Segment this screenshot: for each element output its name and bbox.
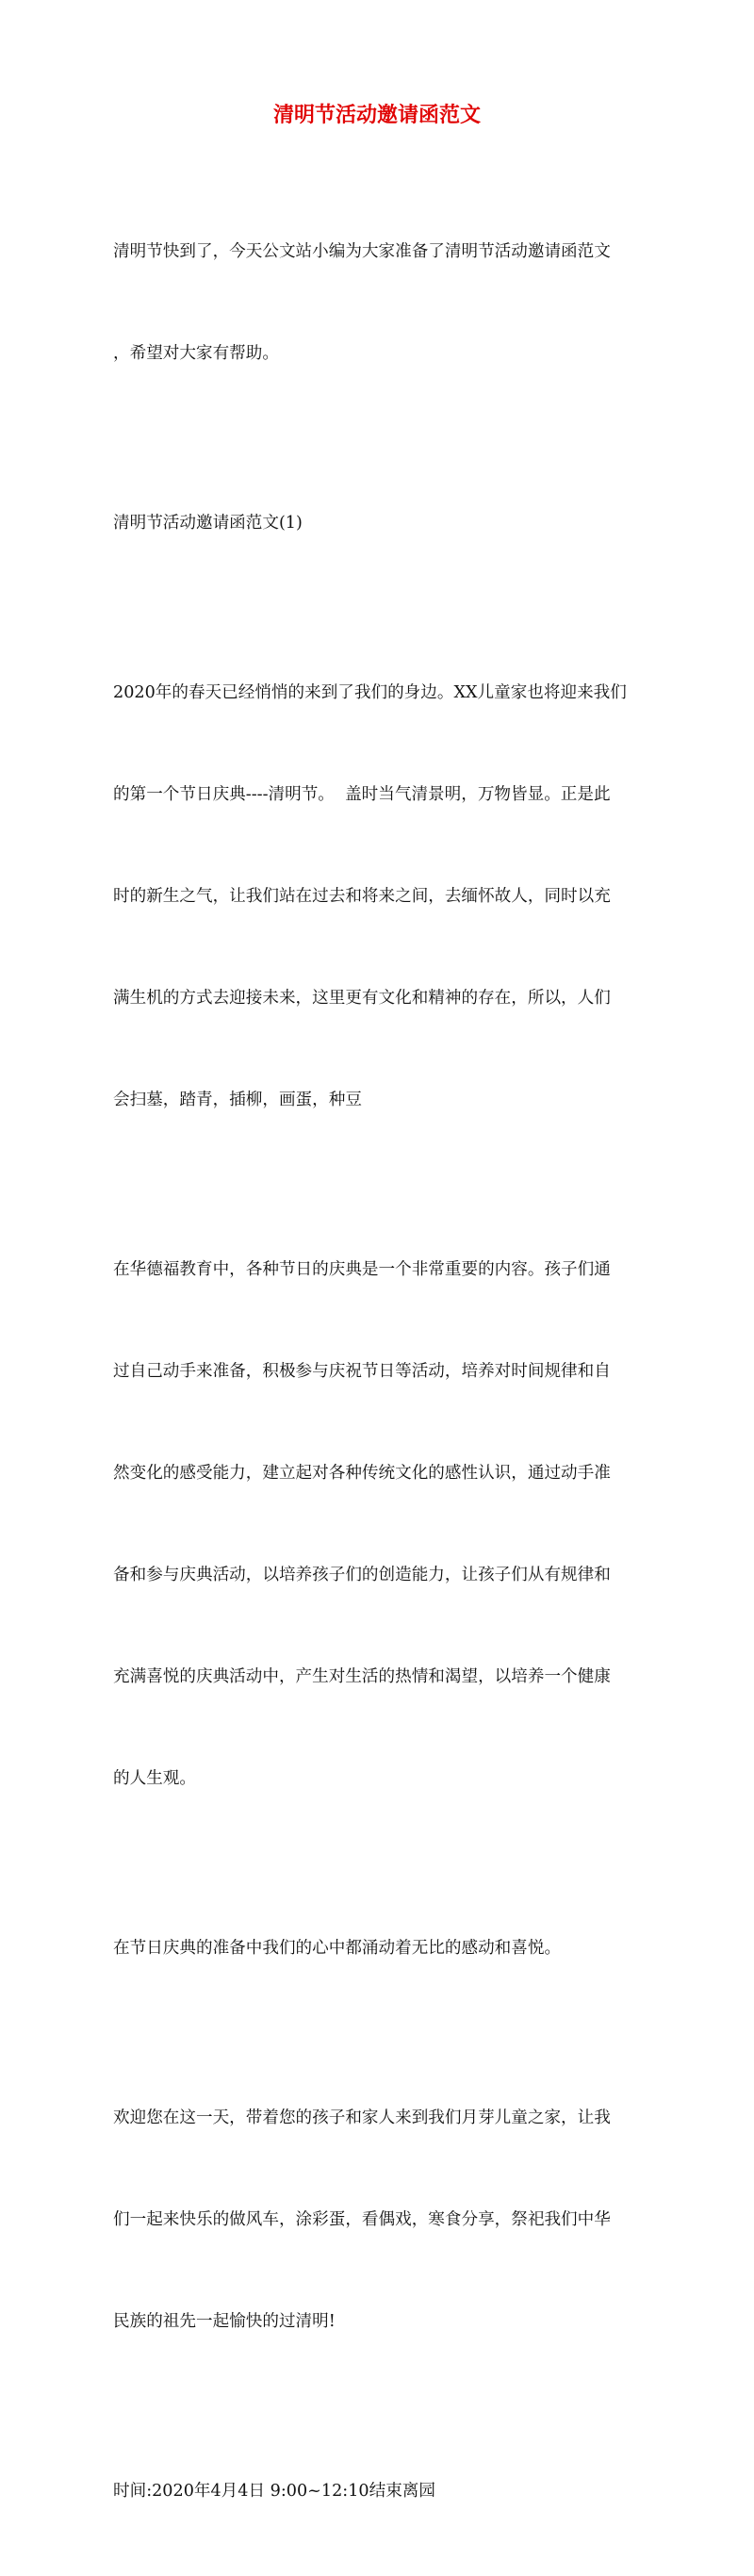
document-body bbox=[113, 167, 650, 2576]
paragraph-time bbox=[113, 2406, 650, 2576]
text-line: 然变化的感受能力，建立起对各种传统文化的感性认识，通过动手准 bbox=[113, 1464, 611, 1483]
text-line: 的人生观。 bbox=[113, 1769, 196, 1788]
paragraph-spring bbox=[113, 608, 650, 1185]
paragraph-welcome bbox=[113, 2033, 650, 2406]
paragraph-preparation bbox=[113, 1863, 650, 2033]
text-line: 们一起来快乐的做风车，涂彩蛋，看偶戏，寒食分享，祭祀我们中华 bbox=[113, 2210, 611, 2229]
text-line: 清明节快到了，今天公文站小编为大家准备了清明节活动邀请函范文 bbox=[113, 242, 611, 261]
text-line: 清明节活动邀请函范文(1) bbox=[113, 514, 303, 533]
paragraph-waldorf bbox=[113, 1185, 650, 1863]
text-line: 会扫墓，踏青，插柳，画蛋，种豆 bbox=[113, 1091, 362, 1109]
text-line: 时间:2020年4月4日 9:00~12:10结束离园 bbox=[113, 2482, 435, 2501]
text-line: ，希望对大家有帮助。 bbox=[113, 344, 279, 363]
text-line: 2020年的春天已经悄悄的来到了我们的身边。XX儿童家也将迎来我们 bbox=[113, 683, 627, 702]
document-title: 清明节活动邀请函范文 bbox=[272, 103, 481, 127]
text-line: 充满喜悦的庆典活动中，产生对生活的热情和渴望，以培养一个健康 bbox=[113, 1667, 611, 1686]
text-line: 的第一个节日庆典----清明节。 盖时当气清景明，万物皆显。正是此 bbox=[113, 785, 611, 804]
paragraph-subtitle bbox=[113, 438, 650, 608]
text-line: 满生机的方式去迎接未来，这里更有文化和精神的存在，所以，人们 bbox=[113, 989, 611, 1008]
text-line: 时的新生之气，让我们站在过去和将来之间，去缅怀故人，同时以充 bbox=[113, 887, 611, 906]
text-line: 欢迎您在这一天，带着您的孩子和家人来到我们月芽儿童之家，让我 bbox=[113, 2108, 611, 2127]
paragraph-intro bbox=[113, 167, 650, 438]
text-line: 在华德福教育中，各种节日的庆典是一个非常重要的内容。孩子们通 bbox=[113, 1260, 611, 1279]
text-line: 备和参与庆典活动，以培养孩子们的创造能力，让孩子们从有规律和 bbox=[113, 1566, 611, 1584]
text-line: 在节日庆典的准备中我们的心中都涌动着无比的感动和喜悦。 bbox=[113, 1939, 562, 1958]
text-line: 过自己动手来准备，积极参与庆祝节日等活动，培养对时间规律和自 bbox=[113, 1362, 611, 1381]
text-line: 民族的祖先一起愉快的过清明! bbox=[113, 2312, 336, 2331]
